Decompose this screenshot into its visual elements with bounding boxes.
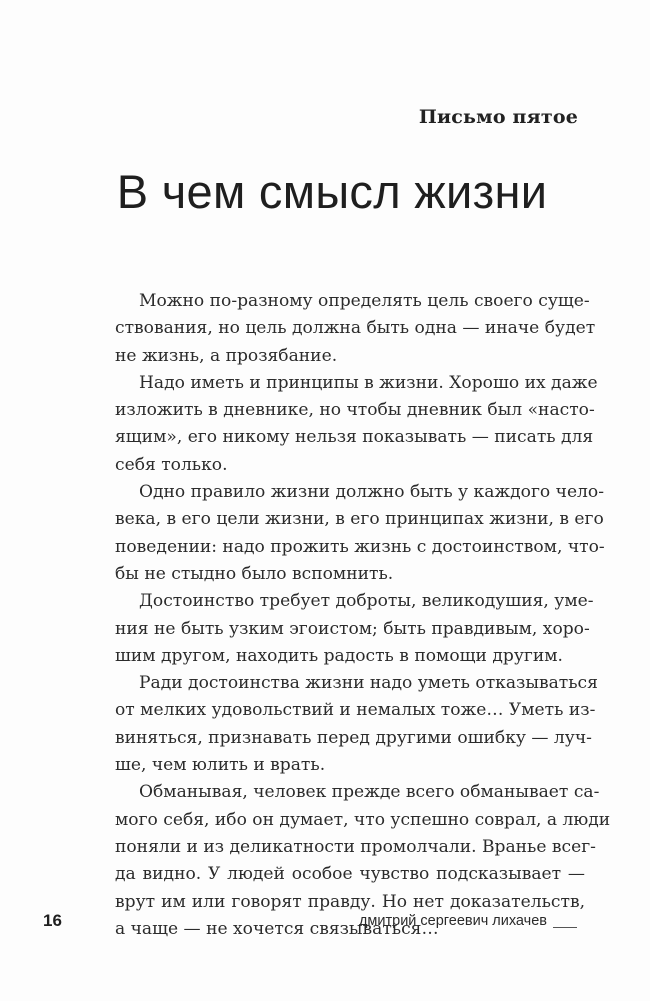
text-line: Можно по-разному определять цель своего суще-: [139, 291, 590, 311]
text-line: Достоинство требует доброты, великодушия, уме-: [139, 591, 594, 612]
running-head: [359, 913, 577, 929]
body-text: [115, 288, 611, 943]
paragraph: [115, 670, 598, 779]
paragraph: [115, 479, 605, 588]
text-line: от мелких удовольствий и немалых тоже… Уметь из-: [115, 700, 596, 721]
paragraph: [115, 588, 594, 670]
footer-rule: [553, 927, 577, 928]
chapter-title: В чем смысл жизни: [116, 165, 548, 218]
text-line: да видно. У людей особое чувство подсказывает —: [115, 864, 585, 885]
text-line: себя только.: [115, 454, 228, 475]
text-line: ящим», его никому нельзя показывать — писать для: [115, 427, 594, 448]
text-line: Обманывая, человек прежде всего обманывает са-: [139, 782, 600, 803]
text-line: изложить в дневнике, но чтобы дневник был «насто-: [115, 400, 595, 421]
paragraph: [115, 288, 596, 370]
page-number: 16: [43, 911, 62, 930]
text-line: виняться, признавать перед другими ошибку — луч-: [115, 727, 592, 748]
author-name: дмитрий сергеевич лихачев: [358, 913, 547, 929]
text-line: ствования, но цель должна быть одна — иначе будет: [115, 318, 596, 339]
text-line: века, в его цели жизни, в его принципах жизни, в его: [115, 509, 604, 530]
text-line: не жизнь, а прозябание.: [115, 345, 338, 366]
text-line: Ради достоинства жизни надо уметь отказываться: [139, 673, 598, 694]
text-line: поведении: надо прожить жизнь с достоинством, что-: [115, 536, 605, 557]
text-line: ше, чем юлить и врать.: [115, 755, 326, 776]
text-line: бы не стыдно было вспомнить.: [115, 563, 394, 584]
text-line: Одно правило жизни должно быть у каждого чело-: [139, 482, 604, 503]
text-line: Надо иметь и принципы в жизни. Хорошо их даже: [139, 372, 598, 393]
text-line: мого себя, ибо он думает, что успешно соврал, а люди: [115, 809, 611, 830]
text-line: поняли и из деликатности промолчали. Вранье всег-: [115, 836, 596, 857]
text-line: ния не быть узким эгоистом; быть правдивым, хоро-: [115, 618, 590, 639]
text-line: а чаще — не хочется связываться…: [115, 918, 439, 939]
text-line: врут им или говорят правду. Но нет доказательств,: [115, 891, 585, 912]
paragraph: [115, 370, 598, 479]
letter-label: Письмо пятое: [418, 106, 578, 128]
text-line: шим другом, находить радость в помощи другим.: [115, 645, 563, 666]
